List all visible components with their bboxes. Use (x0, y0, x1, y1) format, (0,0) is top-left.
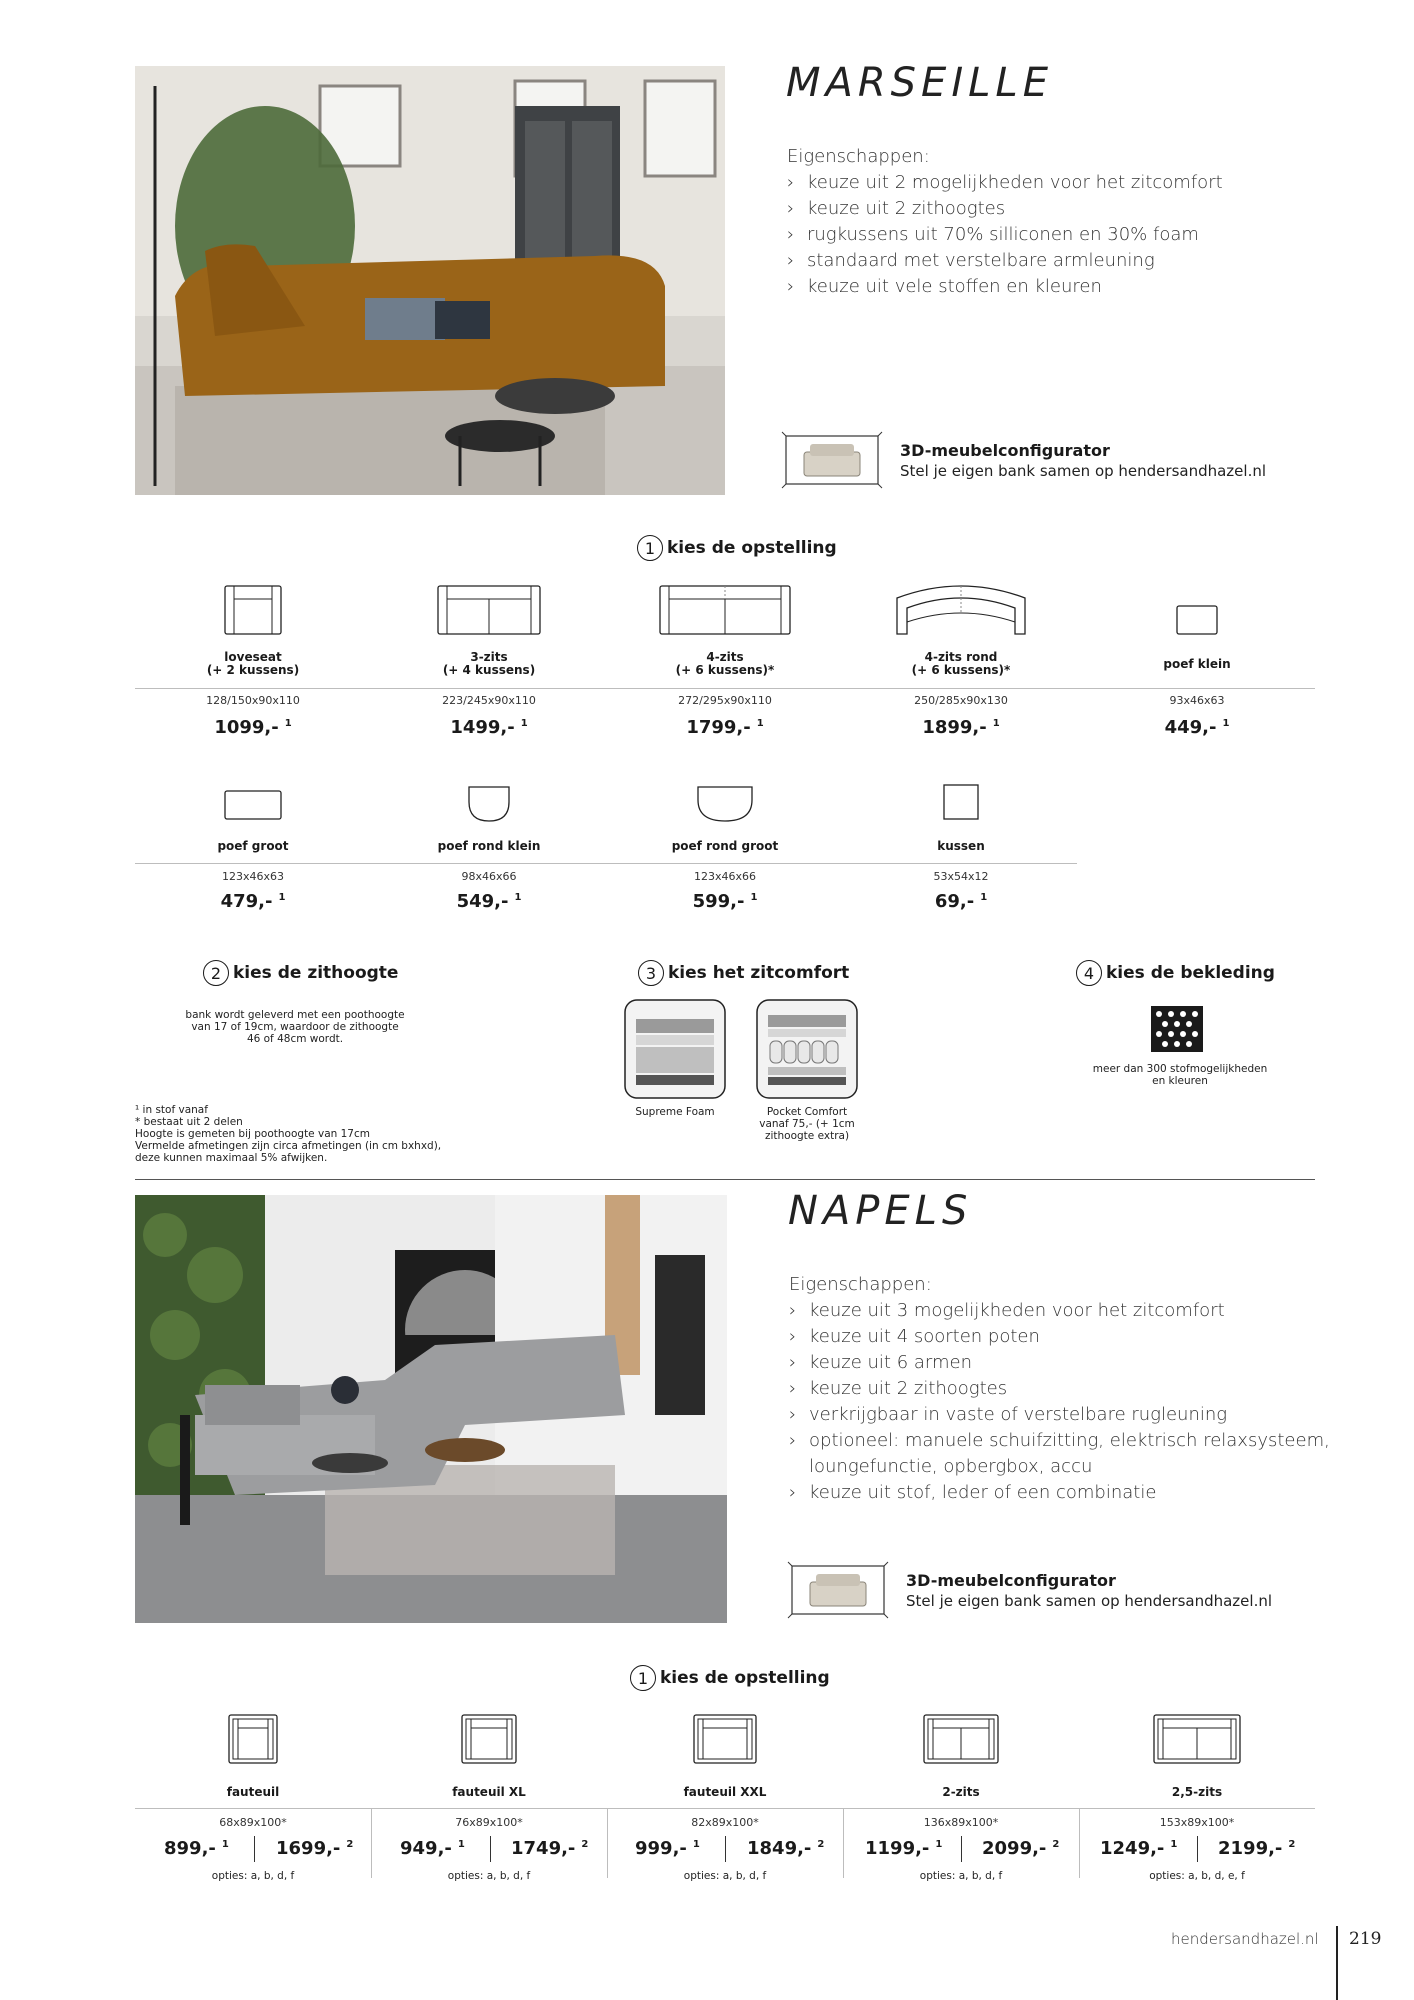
footer-divider (1336, 1926, 1338, 2000)
item-name: fauteuil XXL (683, 1785, 767, 1799)
item-poef-groot (135, 782, 371, 922)
property-item: › verkrijgbaar in vaste of verstelbare rugleuning (789, 1402, 1349, 1428)
property-item: › keuze uit 3 mogelijkheden voor het zitcomfort (789, 1298, 1349, 1324)
item-options: opties: a, b, d, f (919, 1870, 1003, 1882)
bekleding-note: meer dan 300 stofmogelijkheden en kleuren (1092, 1063, 1268, 1087)
marseille-step2 (203, 960, 398, 986)
price-value: 2099,- (982, 1838, 1047, 1859)
price-1 (400, 1838, 465, 1859)
price-value: 1749,- (511, 1838, 576, 1859)
configurator-link-text[interactable]: Stel je eigen bank samen op hendersandhazel.nl (900, 461, 1267, 480)
price-value: 2199,- (1218, 1838, 1283, 1859)
row-divider (135, 688, 1315, 689)
price-value: 1499,- (450, 717, 515, 738)
configurator-title: 3D-meubelconfigurator (900, 440, 1110, 460)
price-value: 949,- (400, 1838, 452, 1859)
item-name: 4-zits (+ 6 kussens)* (675, 650, 775, 677)
property-item: › keuze uit 2 zithoogtes (787, 196, 1347, 222)
marseille-step3 (638, 960, 849, 986)
item-dimensions: 250/285x90x130 (914, 694, 1008, 707)
item-options: opties: a, b, d, f (211, 1870, 295, 1882)
marseille-photo (135, 66, 725, 495)
column-divider (1079, 1808, 1080, 1878)
footnotes: ¹ in stof vanaf * bestaat uit 2 delen Hoogte is gemeten bij poothoogte van 17cm Vermelde afmetingen zijn circa afmetingen (in cm bxhxd), deze kunnen maximaal 5% afwijken. (135, 1104, 442, 1164)
item-dimensions: 98x46x66 (461, 870, 517, 883)
pocket-comfort-label: Pocket Comfort vanaf 75,- (+ 1cm zithoogte extra) (759, 1106, 855, 1142)
property-item: › keuze uit 4 soorten poten (789, 1324, 1349, 1350)
price-value: 1799,- (686, 717, 751, 738)
property-item: › keuze uit 6 armen (789, 1350, 1349, 1376)
step-label: kies de bekleding (1106, 963, 1275, 983)
price-value: 1249,- (1100, 1838, 1165, 1859)
supreme-foam-image (624, 999, 726, 1099)
price-footnote-ref: 1 (935, 1839, 943, 1850)
property-item: › keuze uit vele stoffen en kleuren (787, 274, 1347, 300)
price-value: 549,- (456, 891, 509, 912)
properties-heading: Eigenschappen: (789, 1274, 932, 1295)
item-dimensions: 272/295x90x110 (678, 694, 772, 707)
price-value: 69,- (934, 891, 975, 912)
poef-groot-shape-icon (224, 790, 282, 820)
item-name: 4-zits rond (+ 6 kussens)* (911, 650, 1011, 677)
price-footnote-ref: 1 (980, 892, 988, 903)
price-footnote-ref: 1 (1222, 718, 1230, 729)
item-loveseat (135, 585, 371, 745)
marseille-step4 (1076, 960, 1275, 986)
price-value: 599,- (692, 891, 745, 912)
4-zits-rond-shape-icon (895, 580, 1027, 636)
item-options: opties: a, b, d, f (447, 1870, 531, 1882)
property-item: › optioneel: manuele schuifzitting, elektrisch relaxsysteem, loungefunctie, opbergbox, accu (789, 1428, 1349, 1480)
price-footnote-ref: 1 (221, 1839, 229, 1850)
price-footnote-ref: 1 (692, 1839, 700, 1850)
supreme-foam-label: Supreme Foam (635, 1106, 715, 1118)
item-4-zits (607, 585, 843, 745)
price-value: 1849,- (747, 1838, 812, 1859)
price-footnote-ref: 1 (278, 892, 286, 903)
poef-klein-shape-icon (1176, 605, 1218, 635)
price-2 (276, 1838, 353, 1859)
price-value: 1199,- (865, 1838, 930, 1859)
property-item: › keuze uit stof, leder of een combinatie (789, 1480, 1349, 1506)
page-number: 219 (1349, 1929, 1382, 1949)
price-1 (635, 1838, 700, 1859)
item-fauteuil (135, 1712, 371, 1892)
configurator-link-text[interactable]: Stel je eigen bank samen op hendersandhazel.nl (906, 1591, 1273, 1610)
marseille-title: MARSEILLE (786, 60, 1053, 106)
item-dimensions: 76x89x100* (455, 1816, 523, 1829)
3-zits-shape-icon (437, 585, 541, 635)
price-divider (254, 1836, 255, 1862)
column-divider (607, 1808, 608, 1878)
step-number: 1 (637, 535, 663, 561)
marseille-step1 (637, 535, 837, 561)
napels-photo (135, 1195, 727, 1623)
item-kussen (843, 782, 1079, 922)
price-footnote-ref: 2 (581, 1839, 589, 1850)
item-dimensions: 153x89x100* (1159, 1816, 1235, 1829)
item-dimensions: 123x46x63 (221, 870, 284, 883)
item-price (607, 717, 843, 738)
item-price (371, 891, 607, 912)
item-name: poef klein (1163, 657, 1231, 671)
2-zits-shape-icon (923, 1714, 999, 1764)
price-footnote-ref: 1 (457, 1839, 465, 1850)
price-footnote-ref: 2 (1052, 1839, 1060, 1850)
step-label: kies de opstelling (667, 538, 837, 558)
item-dimensions: 68x89x100* (219, 1816, 287, 1829)
price-footnote-ref: 1 (520, 718, 528, 729)
item-price (371, 717, 607, 738)
fauteuil-xxl-shape-icon (693, 1714, 757, 1764)
price-footnote-ref: 1 (1170, 1839, 1178, 1850)
property-item: › keuze uit 2 zithoogtes (789, 1376, 1349, 1402)
napels-step1 (630, 1665, 830, 1691)
item-4-zits-rond (843, 580, 1079, 745)
zithoogte-note: bank wordt geleverd met een poothoogte van 17 of 19cm, waardoor de zithoogte 46 of 48cm wordt. (185, 1009, 405, 1045)
column-divider (843, 1808, 844, 1878)
price-divider (961, 1836, 962, 1862)
item-fauteuil-xxl (607, 1712, 843, 1892)
poef-rond-groot-shape-icon (697, 786, 753, 822)
2-5-zits-shape-icon (1153, 1714, 1241, 1764)
price-2 (747, 1838, 824, 1859)
item-dimensions: 82x89x100* (691, 1816, 759, 1829)
step-label: kies de zithoogte (233, 963, 399, 983)
column-divider (371, 1808, 372, 1878)
price-footnote-ref: 1 (750, 892, 758, 903)
fauteuil-shape-icon (228, 1714, 278, 1764)
fauteuil-xl-shape-icon (461, 1714, 517, 1764)
item-dimensions: 53x54x12 (933, 870, 989, 883)
price-footnote-ref: 2 (346, 1839, 354, 1850)
item-name: 2-zits (942, 1785, 980, 1799)
item-name: fauteuil XL (452, 1785, 526, 1799)
item-price (843, 891, 1079, 912)
step-number: 1 (630, 1665, 656, 1691)
item-price (607, 891, 843, 912)
4-zits-shape-icon (659, 585, 791, 635)
price-value: 1899,- (922, 717, 987, 738)
item-poef-rond-klein (371, 782, 607, 922)
kussen-shape-icon (943, 784, 979, 820)
item-name: poef groot (217, 839, 289, 853)
price-1 (1100, 1838, 1177, 1859)
configurator-icon (780, 430, 884, 490)
item-dimensions: 93x46x63 (1169, 694, 1225, 707)
item-price (135, 717, 371, 738)
poef-rond-klein-shape-icon (468, 786, 510, 822)
item-name: 2,5-zits (1171, 1785, 1223, 1799)
item-dimensions: 136x89x100* (923, 1816, 999, 1829)
price-divider (1197, 1836, 1198, 1862)
item-name: loveseat (+ 2 kussens) (206, 650, 300, 677)
item-options: opties: a, b, d, e, f (1149, 1870, 1245, 1882)
configurator-icon (786, 1560, 890, 1620)
item-2-5-zits (1079, 1712, 1315, 1892)
price-footnote-ref: 1 (284, 718, 292, 729)
price-1 (164, 1838, 229, 1859)
item-options: opties: a, b, d, f (683, 1870, 767, 1882)
price-value: 899,- (164, 1838, 216, 1859)
price-1 (865, 1838, 942, 1859)
row-divider (135, 863, 1077, 864)
item-name: kussen (937, 839, 985, 853)
price-divider (725, 1836, 726, 1862)
step-label: kies de opstelling (660, 1668, 830, 1688)
price-value: 449,- (1164, 717, 1217, 738)
price-value: 1699,- (276, 1838, 341, 1859)
item-name: 3-zits (+ 4 kussens) (442, 650, 536, 677)
item-name: poef rond groot (671, 839, 779, 853)
price-value: 479,- (220, 891, 273, 912)
step-number: 3 (638, 960, 664, 986)
fabric-swatch-icon (1147, 1002, 1207, 1056)
napels-properties (789, 1272, 1349, 1506)
item-fauteuil-xl (371, 1712, 607, 1892)
marseille-configurator[interactable] (780, 430, 1266, 490)
item-poef-klein (1079, 585, 1315, 745)
properties-heading: Eigenschappen: (787, 146, 930, 167)
price-divider (490, 1836, 491, 1862)
footer-website[interactable]: hendersandhazel.nl (1171, 1930, 1319, 1948)
step-number: 4 (1076, 960, 1102, 986)
property-item: › keuze uit 2 mogelijkheden voor het zitcomfort (787, 170, 1347, 196)
price-footnote-ref: 1 (514, 892, 522, 903)
price-footnote-ref: 1 (992, 718, 1000, 729)
section-separator (135, 1179, 1315, 1180)
item-dimensions: 223/245x90x110 (442, 694, 536, 707)
price-footnote-ref: 1 (756, 718, 764, 729)
price-2 (1218, 1838, 1295, 1859)
item-poef-rond-groot (607, 782, 843, 922)
step-number: 2 (203, 960, 229, 986)
item-dimensions: 128/150x90x110 (206, 694, 300, 707)
item-price (843, 717, 1079, 738)
item-price (135, 891, 371, 912)
property-item: › standaard met verstelbare armleuning (787, 248, 1347, 274)
row-divider (135, 1808, 1315, 1809)
price-footnote-ref: 2 (817, 1839, 825, 1850)
item-name: poef rond klein (437, 839, 541, 853)
price-2 (982, 1838, 1059, 1859)
item-dimensions: 123x46x66 (693, 870, 756, 883)
item-price (1079, 717, 1315, 738)
item-3-zits (371, 585, 607, 745)
marseille-properties (787, 144, 1347, 300)
step-label: kies het zitcomfort (668, 963, 850, 983)
configurator-title: 3D-meubelconfigurator (906, 1570, 1116, 1590)
price-footnote-ref: 2 (1288, 1839, 1296, 1850)
property-item: › rugkussens uit 70% silliconen en 30% foam (787, 222, 1347, 248)
price-value: 1099,- (214, 717, 279, 738)
price-2 (511, 1838, 588, 1859)
item-2-zits (843, 1712, 1079, 1892)
loveseat-shape-icon (224, 585, 282, 635)
price-value: 999,- (635, 1838, 687, 1859)
pocket-comfort-image (756, 999, 858, 1099)
napels-configurator[interactable] (786, 1560, 1272, 1620)
napels-title: NAPELS (788, 1188, 973, 1234)
item-name: fauteuil (226, 1785, 280, 1799)
